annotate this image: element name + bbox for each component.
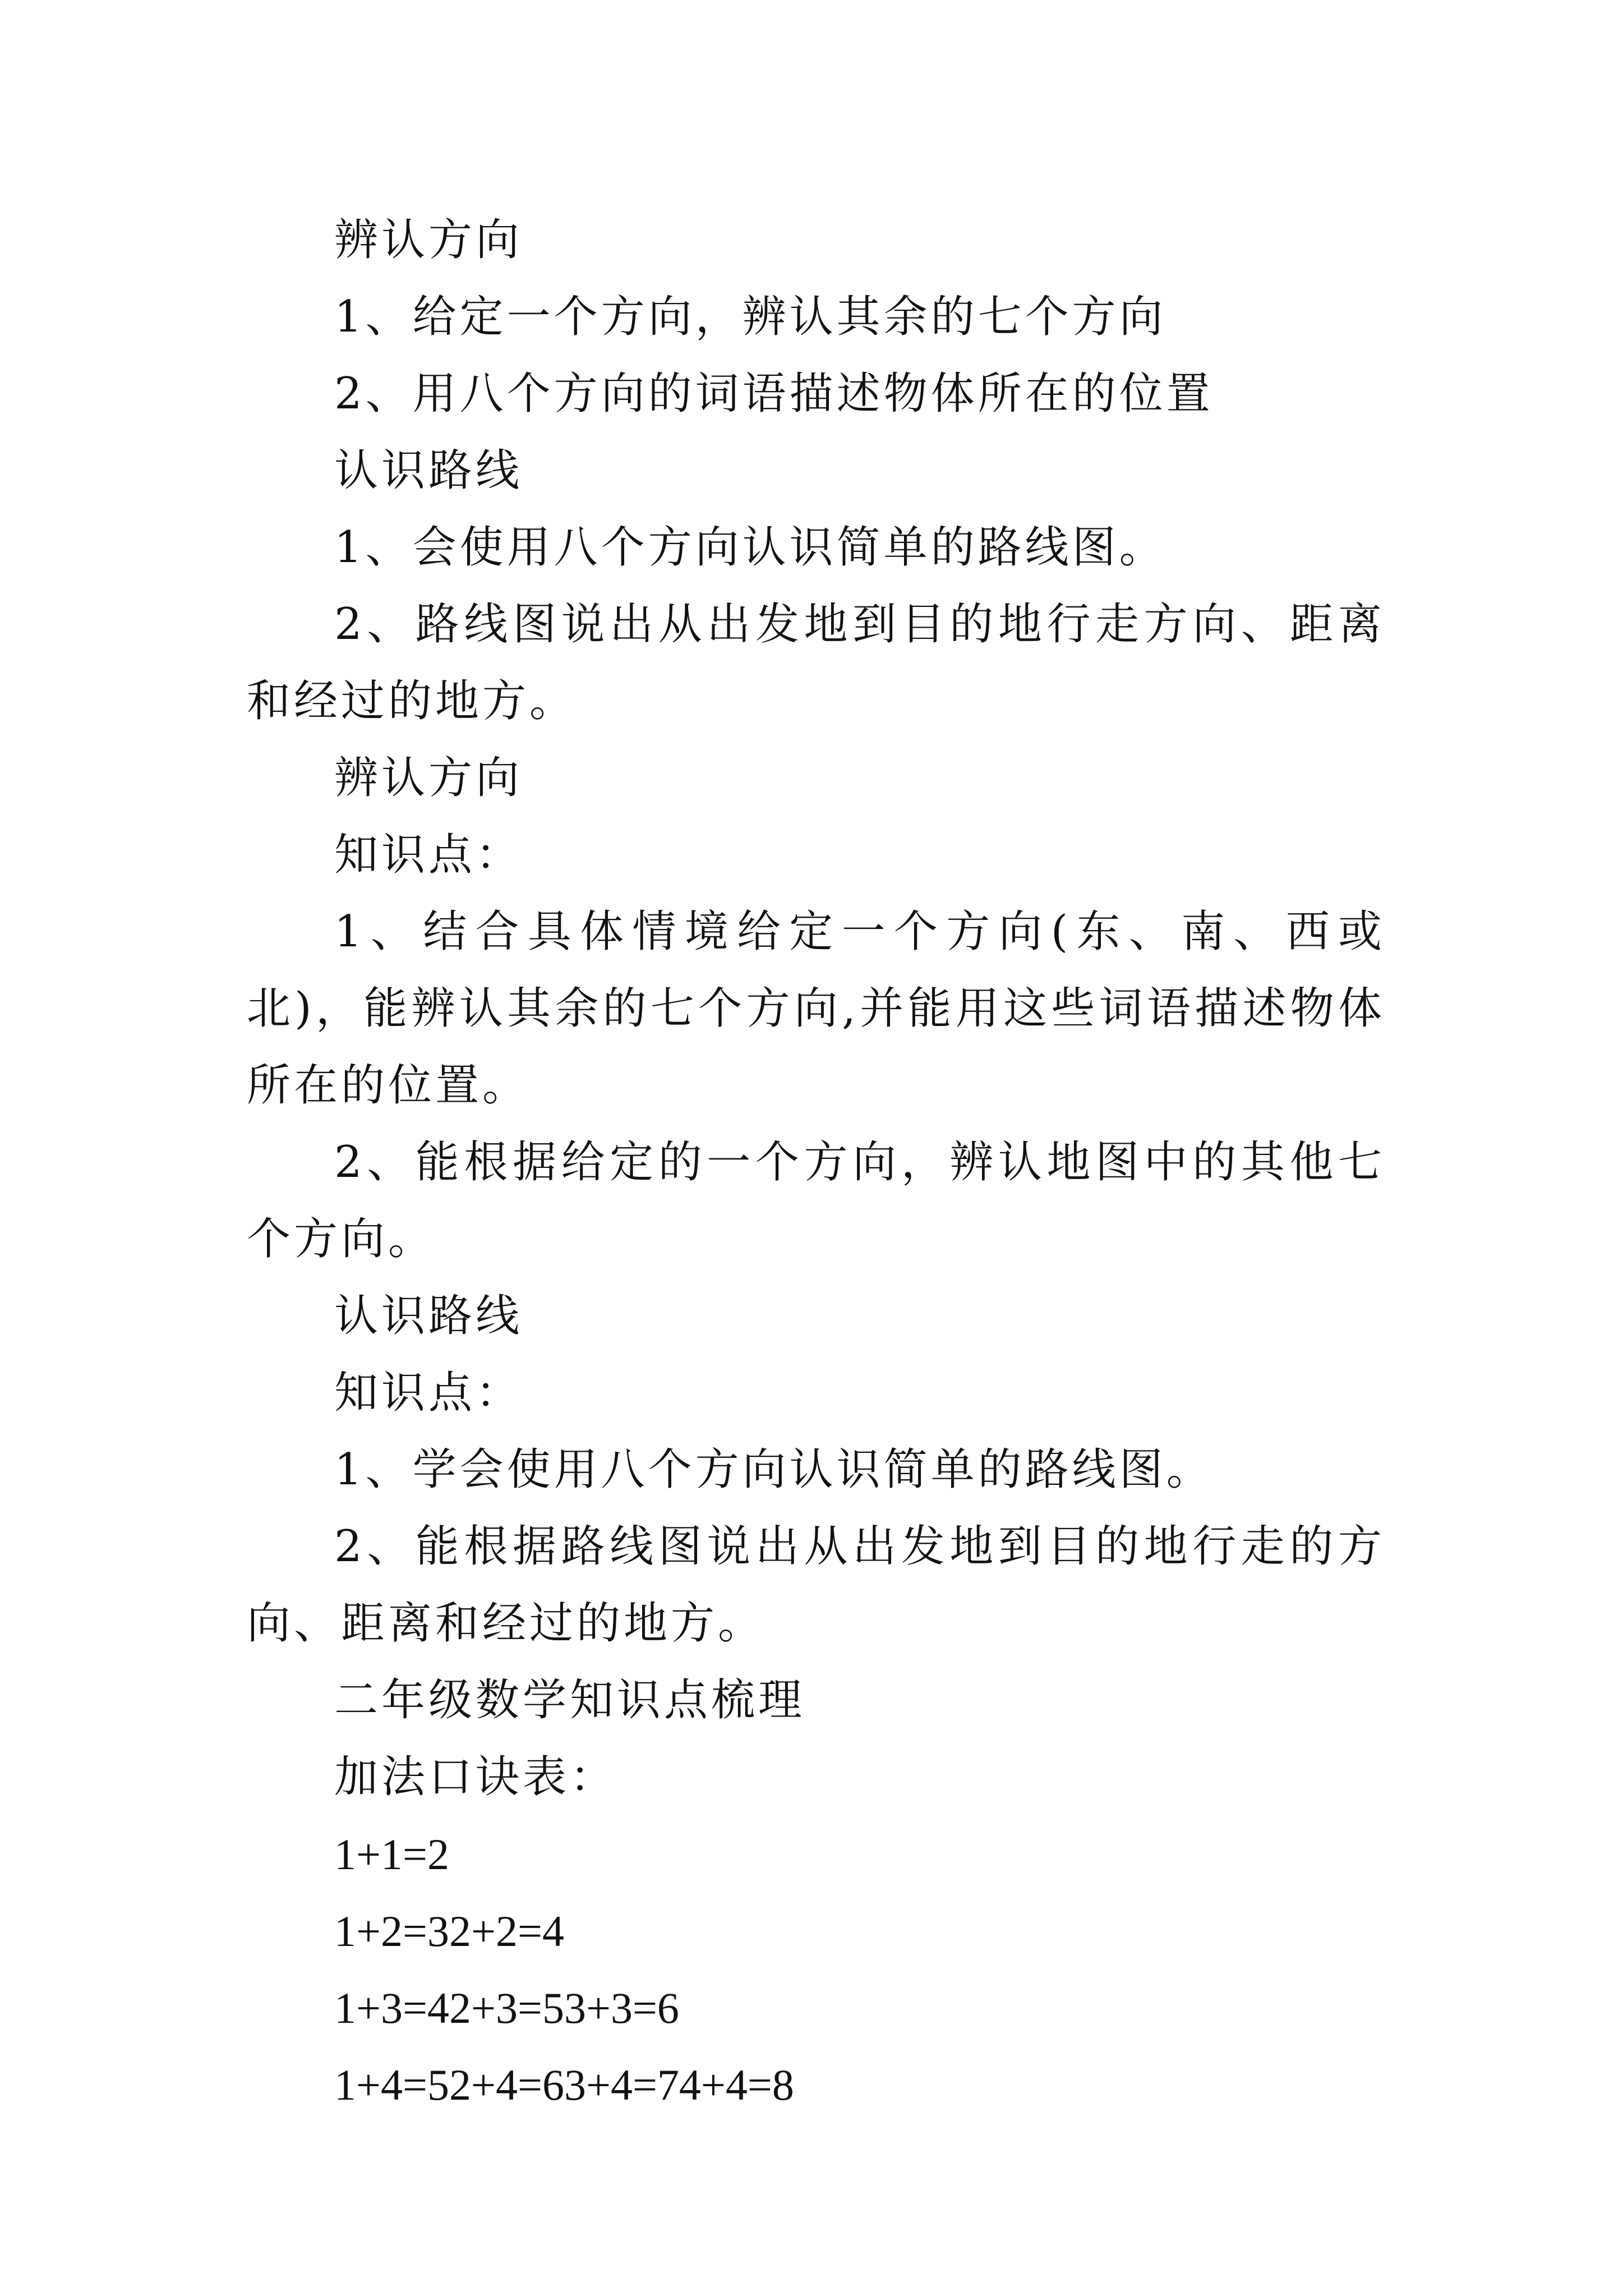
formula-line: 1+2=32+2=4 [334, 1907, 564, 1955]
formula-line: 1+4=52+4=63+4=74+4=8 [334, 2060, 794, 2109]
paragraph: 2、用八个方向的词语描述物体所在的位置 [334, 369, 1214, 419]
formula-line: 1+1=2 [334, 1830, 449, 1879]
section-title: 二年级数学知识点梳理 [334, 1675, 806, 1726]
paragraph: 1、学会使用八个方向认识简单的路线图。 [334, 1444, 1214, 1495]
heading-bianren-fangxiang: 辨认方向 [334, 215, 523, 265]
heading-bianren-fangxiang: 辨认方向 [334, 753, 523, 803]
paragraph: 1、给定一个方向，辨认其余的七个方向 [334, 292, 1166, 342]
formula-line: 1+3=42+3=53+3=6 [334, 1984, 679, 2032]
paragraph: 2、能根据给定的一个方向，辨认地图中的其他七个方向。 [247, 1137, 1385, 1264]
heading-renshi-luxian: 认识路线 [334, 445, 523, 496]
heading-renshi-luxian: 认识路线 [334, 1291, 523, 1341]
heading-zhishidian: 知识点： [334, 830, 523, 880]
heading-zhishidian: 知识点： [334, 1368, 523, 1418]
paragraph: 2、路线图说出从出发地到目的地行走方向、距离和经过的地方。 [247, 599, 1385, 726]
paragraph: 2、能根据路线图说出从出发地到目的地行走的方向、距离和经过的地方。 [247, 1521, 1385, 1649]
document-body [247, 202, 1385, 2123]
paragraph: 1、会使用八个方向认识简单的路线图。 [334, 522, 1166, 573]
table-caption: 加法口诀表： [334, 1752, 617, 1802]
paragraph: 1、结合具体情境给定一个方向(东、南、西或北)，能辨认其余的七个方向,并能用这些词语描述物体所在的位置。 [247, 907, 1385, 1111]
